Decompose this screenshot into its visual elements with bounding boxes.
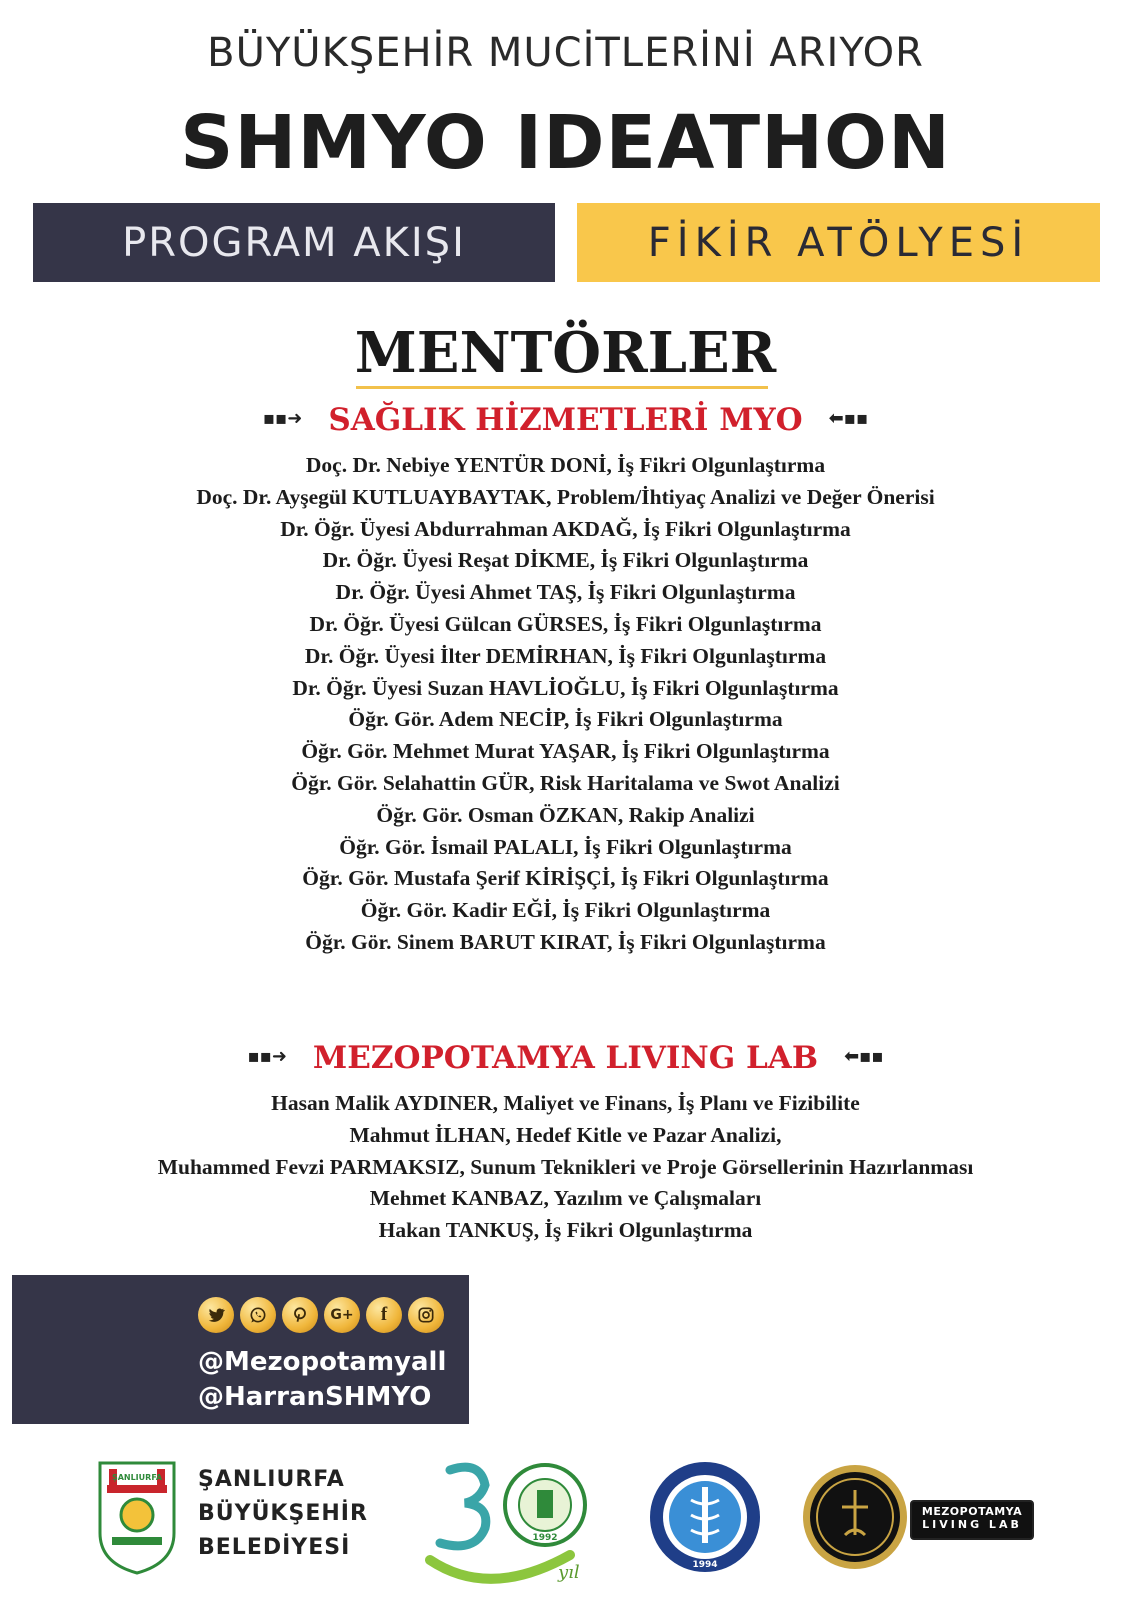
page-subtitle: BÜYÜKŞEHİR MUCİTLERİNİ ARIYOR bbox=[207, 30, 924, 76]
logo-row bbox=[0, 1450, 1131, 1590]
mentors-underline bbox=[356, 386, 768, 389]
mentor-line: Dr. Öğr. Üyesi İlter DEMİRHAN, İş Fikri Olgunlaştırma bbox=[304, 643, 827, 668]
mentor-line: Öğr. Gör. Sinem BARUT KIRAT, İş Fikri Olgunlaştırma bbox=[305, 929, 826, 954]
sbb-emblem-top-text: ŞANLIURFA bbox=[111, 1473, 163, 1482]
pinterest-icon[interactable] bbox=[282, 1297, 318, 1333]
harran-university-30-year-logo bbox=[420, 1450, 600, 1590]
sbb-line2: BÜYÜKŞEHİR bbox=[198, 1501, 368, 1526]
mentor-line: Öğr. Gör. Mustafa Şerif KİRİŞÇİ, İş Fikri Olgunlaştırma bbox=[302, 866, 829, 891]
section-title-health bbox=[0, 402, 1131, 438]
mentor-line: Doç. Dr. Ayşegül KUTLUAYBAYTAK, Problem/İhtiyaç Analizi ve Değer Önerisi bbox=[196, 484, 935, 509]
mezopotamya-living-lab-label bbox=[910, 1500, 1034, 1540]
section-title-text: MEZOPOTAMYA LIVING LAB bbox=[312, 1040, 819, 1076]
mlab-line2: LIVING LAB bbox=[922, 1518, 1022, 1531]
mentor-line: Hakan TANKUŞ, İş Fikri Olgunlaştırma bbox=[378, 1218, 753, 1243]
mentor-line: Muhammed Fevzi PARMAKSIZ, Sunum Teknikleri ve Proje Görsellerinin Hazırlanması bbox=[157, 1154, 974, 1179]
mentor-line: Doç. Dr. Nebiye YENTÜR DONİ, İş Fikri Olgunlaştırma bbox=[305, 453, 826, 477]
mentor-line: Öğr. Gör. Kadir EĞİ, İş Fikri Olgunlaştırma bbox=[360, 898, 771, 923]
mentor-list-health bbox=[0, 450, 1131, 959]
mentor-line: Öğr. Gör. Selahattin GÜR, Risk Haritalama ve Swot Analizi bbox=[291, 770, 840, 795]
mentor-line: Dr. Öğr. Üyesi Abdurrahman AKDAĞ, İş Fikri Olgunlaştırma bbox=[280, 516, 851, 541]
shmyo-year: 1994 bbox=[692, 1560, 718, 1570]
mentor-line: Dr. Öğr. Üyesi Gülcan GÜRSES, İş Fikri Olgunlaştırma bbox=[309, 611, 822, 636]
mentors-heading: MENTÖRLER bbox=[354, 320, 777, 386]
twitter-icon[interactable] bbox=[198, 1297, 234, 1333]
handle-harran-shmyo[interactable]: @HarranSHMYO bbox=[198, 1382, 432, 1412]
arrow-left-icon: ⬅▪▪ bbox=[828, 408, 869, 429]
social-media-box bbox=[12, 1275, 469, 1424]
sanliurfa-municipality-logo bbox=[92, 1455, 182, 1577]
sbb-line1: ŞANLIURFA bbox=[198, 1467, 345, 1492]
arrow-right-icon: ▪▪➜ bbox=[247, 1046, 287, 1067]
sbb-line3: BELEDİYESİ bbox=[198, 1535, 351, 1560]
section-title-living-lab bbox=[0, 1040, 1131, 1076]
arrow-right-icon: ▪▪➜ bbox=[262, 408, 303, 429]
mentor-line: Öğr. Gör. Adem NECİP, İş Fikri Olgunlaştırma bbox=[348, 707, 783, 732]
mentor-line: Dr. Öğr. Üyesi Ahmet TAŞ, İş Fikri Olgunlaştırma bbox=[335, 580, 796, 605]
arrow-left-icon: ⬅▪▪ bbox=[844, 1046, 884, 1067]
section-title-text: SAĞLIK HİZMETLERİ MYO bbox=[328, 402, 803, 438]
social-icons bbox=[198, 1297, 444, 1333]
mentor-line: Öğr. Gör. Mehmet Murat YAŞAR, İş Fikri Olgunlaştırma bbox=[301, 739, 830, 764]
harran-yil: yıl bbox=[558, 1562, 580, 1583]
mentor-line: Dr. Öğr. Üyesi Reşat DİKME, İş Fikri Olgunlaştırma bbox=[322, 548, 809, 573]
harran-year: 1992 bbox=[532, 1533, 558, 1543]
mentor-line: Dr. Öğr. Üyesi Suzan HAVLİOĞLU, İş Fikri Olgunlaştırma bbox=[292, 675, 839, 700]
mezopotamya-living-lab-emblem bbox=[800, 1455, 910, 1580]
sanliurfa-municipality-text bbox=[198, 1463, 368, 1565]
mentor-list-living-lab bbox=[0, 1088, 1131, 1247]
google-plus-icon[interactable]: G+ bbox=[324, 1297, 360, 1333]
mentor-line: Hasan Malik AYDINER, Maliyet ve Finans, İş Planı ve Fizibilite bbox=[271, 1091, 860, 1115]
mlab-line1: MEZOPOTAMYA bbox=[921, 1505, 1023, 1518]
mentor-line: Mehmet KANBAZ, Yazılım ve Çalışmaları bbox=[369, 1186, 762, 1211]
mentor-line: Mahmut İLHAN, Hedef Kitle ve Pazar Analizi, bbox=[349, 1122, 782, 1147]
idea-workshop-bar: FİKİR ATÖLYESİ bbox=[577, 203, 1100, 282]
program-flow-bar: PROGRAM AKIŞI bbox=[33, 203, 555, 282]
handle-mezopotamya[interactable]: @Mezopotamyall bbox=[198, 1347, 447, 1377]
mentor-line: Öğr. Gör. Osman ÖZKAN, Rakip Analizi bbox=[376, 802, 755, 827]
shmyo-logo bbox=[645, 1455, 765, 1580]
instagram-icon[interactable] bbox=[408, 1297, 444, 1333]
mentor-line: Öğr. Gör. İsmail PALALI, İş Fikri Olgunlaştırma bbox=[339, 834, 792, 859]
whatsapp-icon[interactable] bbox=[240, 1297, 276, 1333]
page-title: SHMYO IDEATHON bbox=[180, 100, 951, 186]
facebook-icon[interactable]: f bbox=[366, 1297, 402, 1333]
